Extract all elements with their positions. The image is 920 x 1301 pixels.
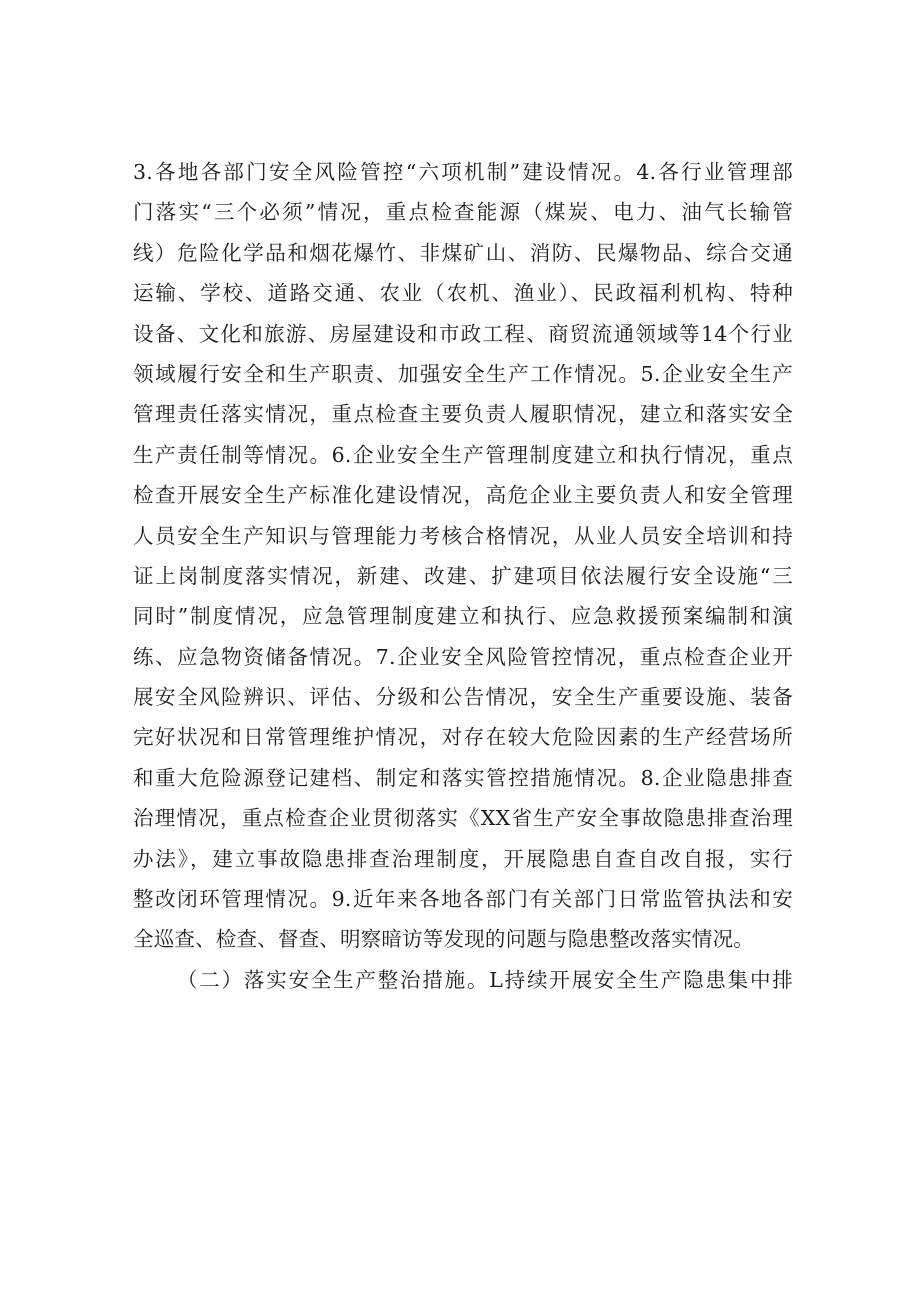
- text-line: 检查开展安全生产标准化建设情况，高危企业主要负责人和安全管理: [133, 483, 793, 508]
- text-line: 领域履行安全和生产职责、加强安全生产工作情况。5.企业安全生产: [133, 361, 793, 386]
- text-line: 练、应急物资储备情况。7.企业安全风险管控情况，重点检查企业开: [133, 644, 793, 669]
- text-line: 线）危险化学品和烟花爆竹、非煤矿山、消防、民爆物品、综合交通: [133, 240, 793, 265]
- text-line: 治理情况，重点检查企业贯彻落实《XX省生产安全事故隐患排查治理: [133, 806, 793, 831]
- text-line: 3.各地各部门安全风险管控“六项机制”建设情况。4.各行业管理部: [133, 160, 793, 184]
- body-text: [133, 152, 793, 1000]
- text-line: 整改闭环管理情况。9.近年来各地各部门有关部门日常监管执法和安: [133, 887, 793, 912]
- paragraph-last-line: 全巡查、检查、督查、明察暗访等发现的问题与隐患整改落实情况。: [133, 927, 754, 952]
- text-line: 展安全风险辨识、评估、分级和公告情况，安全生产重要设施、装备: [133, 685, 793, 710]
- text-line: 人员安全生产知识与管理能力考核合格情况，从业人员安全培训和持: [133, 523, 793, 548]
- text-line: 完好状况和日常管理维护情况，对存在较大危险因素的生产经营场所: [133, 725, 793, 750]
- text-line: 生产责任制等情况。6.企业安全生产管理制度建立和执行情况，重点: [133, 442, 793, 467]
- text-line: 同时”制度情况，应急管理制度建立和执行、应急救援预案编制和演: [133, 604, 793, 629]
- text-line: 管理责任落实情况，重点检查主要负责人履职情况，建立和落实安全: [133, 402, 793, 427]
- text-line: 门落实“三个必须”情况，重点检查能源（煤炭、电力、油气长输管: [133, 200, 793, 225]
- text-line: 证上岗制度落实情况，新建、改建、扩建项目依法履行安全设施“三: [133, 563, 793, 588]
- text-line: 设备、文化和旅游、房屋建设和市政工程、商贸流通领域等14个行业: [133, 321, 793, 346]
- text-line: 办法》，建立事故隐患排查治理制度，开展隐患自查自改自报，实行: [133, 846, 793, 871]
- section-heading-line: （二）落实安全生产整治措施。L持续开展安全生产隐患集中排: [177, 967, 793, 992]
- text-line: 运输、学校、道路交通、农业（农机、渔业）、民政福利机构、特种: [133, 281, 793, 306]
- text-line: 和重大危险源登记建档、制定和落实管控措施情况。8.企业隐患排查: [133, 765, 793, 790]
